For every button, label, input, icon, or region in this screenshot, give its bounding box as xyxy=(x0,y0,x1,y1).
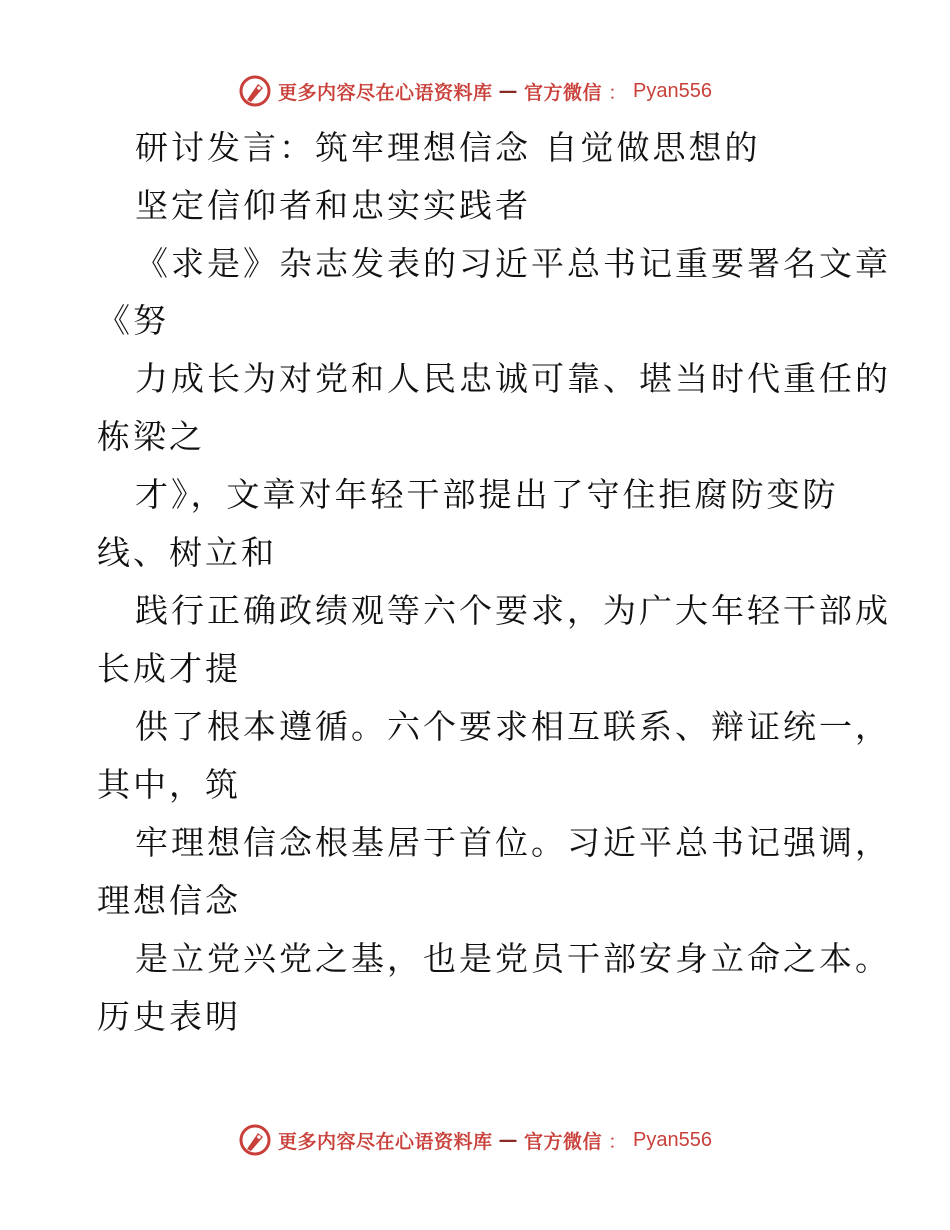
paragraph-line: 长成才提 xyxy=(97,649,241,688)
paragraph-line: 线、树立和 xyxy=(97,533,277,572)
paragraph-line: 理想信念 xyxy=(97,881,241,920)
pen-nib-logo-icon xyxy=(238,1123,272,1157)
banner-wechat-label: 官方微信 xyxy=(524,1130,603,1153)
paragraph-line: 力成长为对党和人民忠诚可靠、堪当时代重任的 xyxy=(135,359,891,398)
title-line-2: 坚定信仰者和忠实实践者 xyxy=(135,186,531,225)
banner-site-name: 更多内容尽在心语资料库 xyxy=(277,81,493,104)
paragraph-line: 是立党兴党之基，也是党员干部安身立命之本。 xyxy=(135,939,891,978)
paragraph-line: 供了根本遵循。六个要求相互联系、辩证统一， xyxy=(135,707,891,746)
banner-dash: — xyxy=(498,80,518,102)
paragraph-line: 栋梁之 xyxy=(97,417,205,456)
footer-banner xyxy=(0,1120,950,1160)
banner-dash: — xyxy=(498,1129,518,1151)
banner-separator: ： xyxy=(608,81,628,104)
paragraph-line: 践行正确政绩观等六个要求，为广大年轻干部成 xyxy=(135,591,891,630)
paragraph-line: 牢理想信念根基居于首位。习近平总书记强调， xyxy=(135,823,891,862)
banner-separator: ： xyxy=(608,1130,628,1153)
paragraph-line: 其中，筑 xyxy=(97,765,241,804)
paragraph-line: 历史表明 xyxy=(97,997,241,1036)
title-line-1: 研讨发言：筑牢理想信念 自觉做思想的 xyxy=(135,128,761,167)
banner-account: Pyan556 xyxy=(633,79,712,102)
paragraph-line: 才》，文章对年轻干部提出了守住拒腐防变防 xyxy=(135,475,839,514)
banner-site-name: 更多内容尽在心语资料库 xyxy=(277,1130,493,1153)
paragraph-line: 《努 xyxy=(97,301,169,340)
paragraph-line: 《求是》杂志发表的习近平总书记重要署名文章 xyxy=(135,244,891,283)
banner-wechat-label: 官方微信 xyxy=(524,81,603,104)
banner-account: Pyan556 xyxy=(633,1128,712,1151)
